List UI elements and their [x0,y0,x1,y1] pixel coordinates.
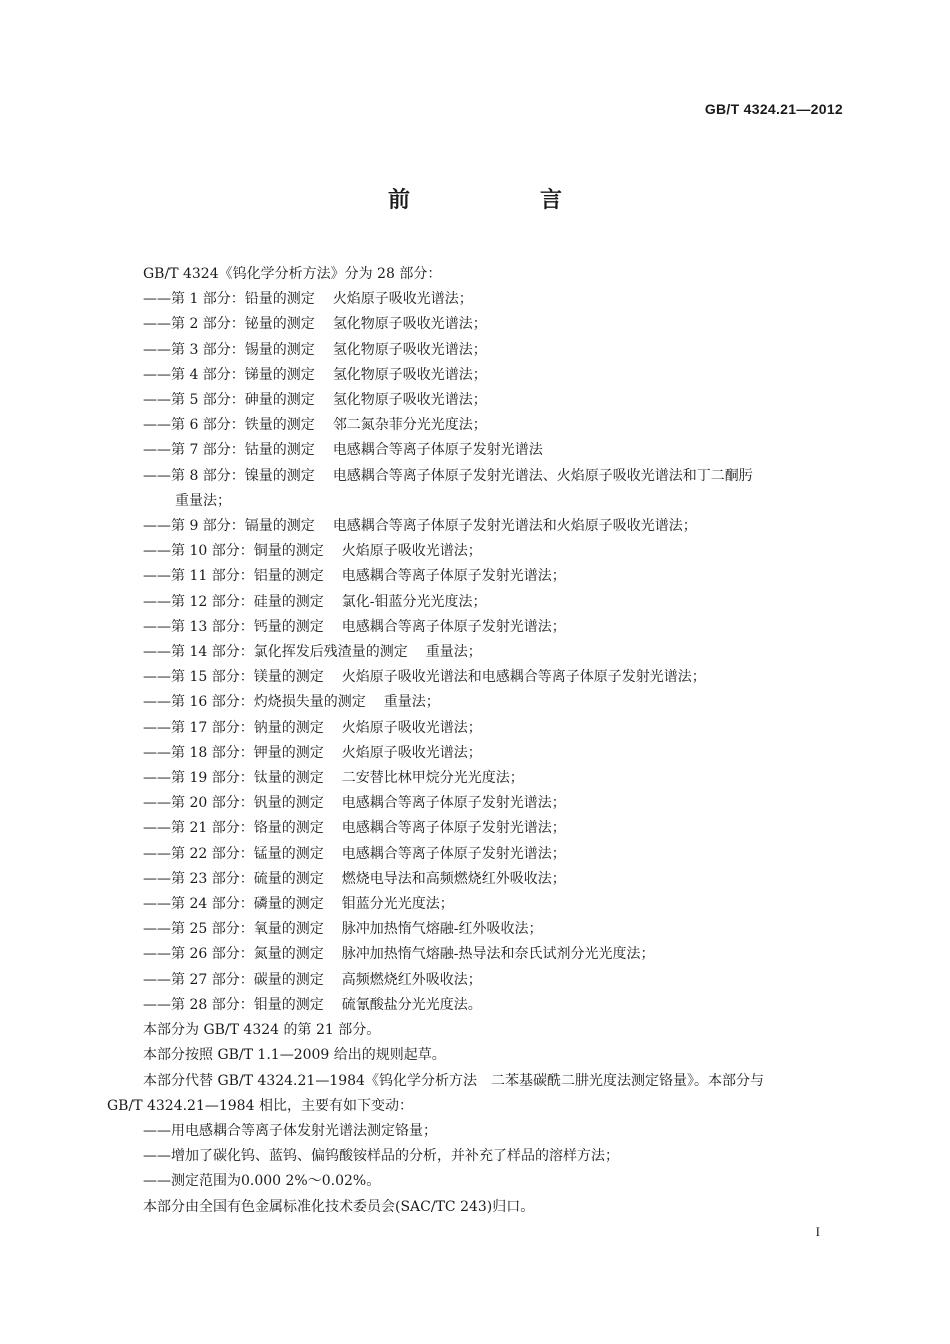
part-label: ——第 13 部分：钙量的测定 [143,618,324,635]
part-method: 邻二氮杂菲分光光度法； [332,417,487,434]
part-list-item [107,590,845,615]
part-method: 氢化物原子吸收光谱法； [332,392,487,409]
part-label: ——第 12 部分：硅量的测定 [143,593,324,610]
part-method: 电感耦合等离子体原子发射光谱法和火焰原子吸收光谱法； [332,518,697,535]
part-list-item [107,791,845,816]
part-list-item [107,867,845,892]
part-method: 氢化物原子吸收光谱法； [332,341,487,358]
part-method: 重量法； [383,694,440,711]
page-number: I [815,1224,820,1239]
part-method: 电感耦合等离子体原子发射光谱法 [332,442,543,459]
part-label: ——第 7 部分：钴量的测定 [143,442,315,459]
part-method: 氢化物原子吸收光谱法； [332,316,487,333]
part-label: ——第 20 部分：钒量的测定 [143,795,324,812]
paragraph-responsible: 本部分由全国有色金属标准化技术委员会(SAC/TC 243)归口。 [143,1198,535,1215]
part-list-item [107,690,845,715]
paragraph-drafting: 本部分按照 GB/T 1.1—2009 给出的规则起草。 [143,1047,446,1064]
part-label: ——第 26 部分：氮量的测定 [143,946,324,963]
part-label: ——第 15 部分：镁量的测定 [143,669,324,686]
part-label: ——第 9 部分：镉量的测定 [143,518,315,535]
page-title: 前 言 [387,188,616,213]
part-list-item [107,539,845,564]
part-label: ——第 17 部分：钠量的测定 [143,719,324,736]
part-method: 电感耦合等离子体原子发射光谱法、火焰原子吸收光谱法和丁二酮肟 [332,467,753,484]
part-label: ——第 10 部分：铜量的测定 [143,543,324,560]
part-method: 火焰原子吸收光谱法； [341,543,482,560]
part-list-item [107,615,845,640]
part-method: 脉冲加热惰气熔融-热导法和奈氏试剂分光光度法； [341,946,655,963]
part-method: 高频燃烧红外吸收法； [341,971,482,988]
standard-code: GB/T 4324.21—2012 [704,101,843,117]
part-list-item [107,968,845,993]
part-label: ——第 19 部分：钛量的测定 [143,770,324,787]
part-label: ——第 16 部分：灼烧损失量的测定 [143,694,366,711]
part-label: ——第 5 部分：砷量的测定 [143,392,315,409]
part-label: ——第 28 部分：钼量的测定 [143,996,324,1013]
part-list-item [107,363,845,388]
part-label: ——第 21 部分：铬量的测定 [143,820,324,837]
part-label: ——第 11 部分：铝量的测定 [143,568,324,585]
part-label: ——第 14 部分：氯化挥发后残渣量的测定 [143,644,408,661]
part-label: ——第 4 部分：锑量的测定 [143,366,315,383]
part-method: 电感耦合等离子体原子发射光谱法； [341,568,566,585]
part-list-item [107,413,845,438]
part-method: 电感耦合等离子体原子发射光谱法； [341,618,566,635]
part-list-item [107,514,845,539]
part-list-item [107,388,845,413]
part-method: 电感耦合等离子体原子发射光谱法； [341,795,566,812]
part-list-item [107,766,845,791]
document-body [107,262,845,1220]
part-label: ——第 3 部分：锡量的测定 [143,341,315,358]
parts-list [107,287,845,1018]
part-list-item [107,816,845,841]
change-item: ——用电感耦合等离子体发射光谱法测定铬量； [143,1122,437,1139]
part-label: ——第 27 部分：碳量的测定 [143,971,324,988]
part-list-item [107,464,845,489]
part-label: ——第 23 部分：硫量的测定 [143,870,324,887]
part-method: 火焰原子吸收光谱法； [332,291,473,308]
part-list-item [107,741,845,766]
part-method: 二安替比林甲烷分光光度法； [341,770,524,787]
part-method: 电感耦合等离子体原子发射光谱法； [341,820,566,837]
part-list-item [107,842,845,867]
part-method: 氢化物原子吸收光谱法； [332,366,487,383]
intro-paragraph: GB/T 4324《钨化学分析方法》分为 28 部分： [143,266,442,282]
part-list-item [107,942,845,967]
part-label: ——第 8 部分：镍量的测定 [143,467,315,484]
part-method: 燃烧电导法和高频燃烧红外吸收法； [341,870,566,887]
part-list-item [107,438,845,463]
part-method: 硫氰酸盐分光光度法。 [341,996,482,1013]
paragraph-scope: 本部分为 GB/T 4324 的第 21 部分。 [143,1022,381,1039]
part-list-item [107,892,845,917]
part-list-item [107,917,845,942]
part-method: 火焰原子吸收光谱法； [341,719,482,736]
part-list-item [107,338,845,363]
part-method: 电感耦合等离子体原子发射光谱法； [341,845,566,862]
part-label: ——第 6 部分：铁量的测定 [143,417,315,434]
part-label: ——第 25 部分：氧量的测定 [143,921,324,938]
part-method: 钼蓝分光光度法； [341,896,454,913]
part-method: 重量法； [425,644,482,661]
change-item: ——增加了碳化钨、蓝钨、偏钨酸铵样品的分析，并补充了样品的溶样方法； [143,1148,619,1165]
part-method: 火焰原子吸收光谱法和电感耦合等离子体原子发射光谱法； [341,669,706,686]
part-list-item [107,564,845,589]
paragraph-replaces-cont: GB/T 4324.21—1984 相比，主要有如下变动： [107,1097,413,1114]
part-method: 脉冲加热惰气熔融-红外吸收法； [341,921,543,938]
part-list-item [107,287,845,312]
part-label: ——第 2 部分：铋量的测定 [143,316,315,333]
part-method: 火焰原子吸收光谱法； [341,744,482,761]
paragraph-replaces: 本部分代替 GB/T 4324.21—1984《钨化学分析方法 二苯基碳酰二肼光度法测定铬量》。本部分与 [143,1072,764,1089]
part-method: 氯化-钼蓝分光光度法； [341,593,487,610]
part-list-item [107,665,845,690]
part-label: ——第 1 部分：铅量的测定 [143,291,315,308]
part-list-item [107,993,845,1018]
part-list-item [107,312,845,337]
part-label: ——第 22 部分：锰量的测定 [143,845,324,862]
part-label: ——第 24 部分：磷量的测定 [143,896,324,913]
part-list-item [107,640,845,665]
change-item: ——测定范围为0.000 2%～0.02%。 [143,1173,381,1190]
part-8-continuation: 重量法； [175,492,231,509]
part-label: ——第 18 部分：钾量的测定 [143,744,324,761]
part-list-item [107,716,845,741]
